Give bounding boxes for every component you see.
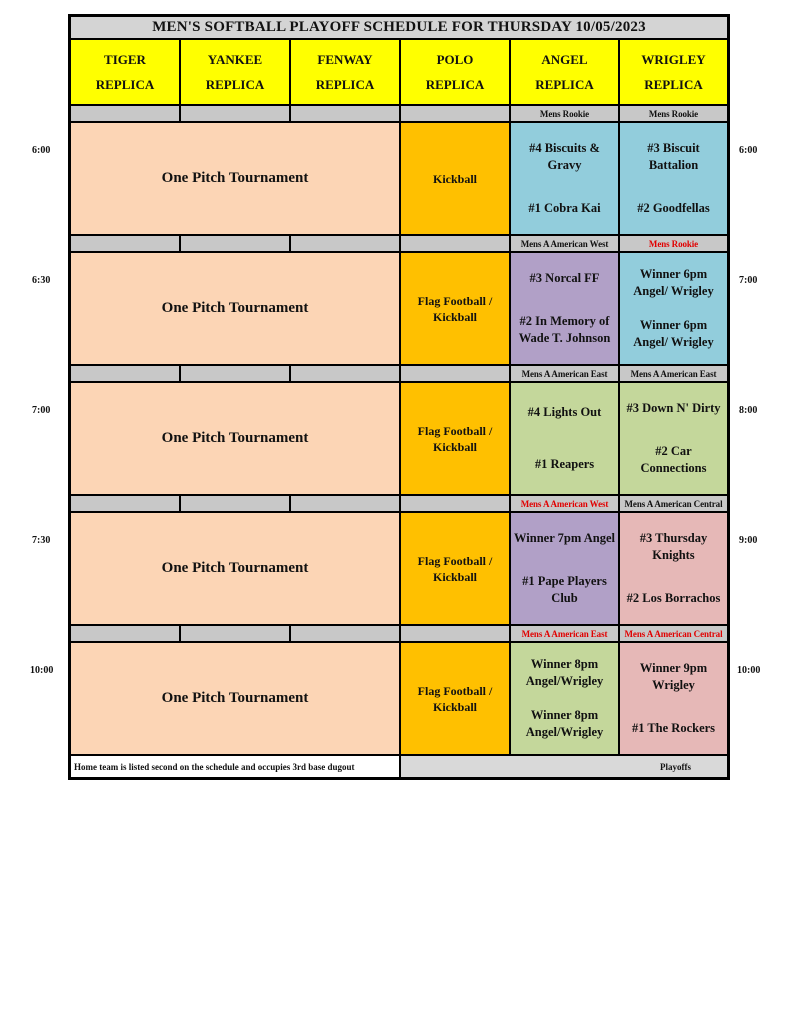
field-sub: REPLICA [425, 77, 485, 92]
home-team: #2 In Memory of Wade T. Johnson [518, 314, 611, 345]
separator-cell [70, 105, 180, 122]
field-sub: REPLICA [644, 77, 703, 92]
schedule-table [68, 14, 730, 780]
field-sub: REPLICA [205, 77, 265, 92]
left-time-label: 6:00 [32, 145, 51, 156]
division-label-wrigley: Mens A American Central [619, 495, 728, 512]
right-time-label: 7:00 [739, 275, 758, 286]
division-label-angel: Mens A American West [510, 235, 619, 252]
game-angel [510, 512, 619, 625]
away-team: #3 Down N' Dirty [626, 401, 721, 415]
separator-cell [70, 235, 180, 252]
field-header-polo [400, 39, 510, 105]
polo-event [400, 382, 510, 495]
division-label-wrigley: Mens A American Central [619, 625, 728, 642]
home-team: #1 Reapers [534, 456, 595, 471]
left-time-label: 7:00 [32, 405, 51, 416]
field-sub: REPLICA [535, 77, 594, 92]
home-team: #2 Car Connections [640, 444, 707, 475]
away-team: #4 Lights Out [527, 405, 602, 420]
field-name: FENWAY [317, 52, 373, 67]
field-name: YANKEE [207, 52, 263, 67]
game-wrigley [619, 512, 728, 625]
polo-event [400, 512, 510, 625]
away-team: Winner 9pm Wrigley [639, 661, 708, 692]
right-time-label: 10:00 [737, 665, 761, 676]
separator-cell [180, 625, 290, 642]
field-header-yankee [180, 39, 290, 105]
separator-cell [70, 365, 180, 382]
field-name: ANGEL [541, 52, 588, 67]
left-time-label: 6:30 [32, 275, 51, 286]
polo-event-line: Kickball [432, 171, 477, 186]
schedule-title: MEN'S SOFTBALL PLAYOFF SCHEDULE FOR THURSDAY 10/05/2023 [70, 16, 728, 39]
polo-event-line: Kickball [432, 699, 477, 714]
separator-cell [290, 105, 400, 122]
field-header-wrigley [619, 39, 728, 105]
polo-event [400, 122, 510, 235]
field-sub: REPLICA [315, 77, 375, 92]
separator-cell [180, 495, 290, 512]
division-label-angel: Mens Rookie [510, 105, 619, 122]
away-team: #3 Thursday Knights [639, 531, 708, 562]
separator-cell [290, 495, 400, 512]
game-angel [510, 382, 619, 495]
away-team: #3 Norcal FF [529, 271, 600, 285]
right-time-label: 9:00 [739, 535, 758, 546]
separator-cell [70, 495, 180, 512]
separator-cell [290, 365, 400, 382]
division-label-wrigley: Mens Rookie [619, 235, 728, 252]
polo-event [400, 642, 510, 755]
right-time-label: 6:00 [739, 145, 758, 156]
field-header-tiger [70, 39, 180, 105]
one-pitch-block: One Pitch Tournament [70, 642, 400, 755]
left-time-label: 10:00 [30, 665, 54, 676]
separator-cell [400, 235, 510, 252]
one-pitch-block: One Pitch Tournament [70, 382, 400, 495]
division-label-wrigley: Mens Rookie [619, 105, 728, 122]
polo-event [400, 252, 510, 365]
polo-event-line: Flag Football / [417, 423, 493, 438]
separator-cell [290, 235, 400, 252]
polo-event-line: Kickball [432, 439, 477, 454]
game-wrigley [619, 252, 728, 365]
separator-cell [70, 625, 180, 642]
field-name: POLO [436, 52, 474, 67]
one-pitch-block: One Pitch Tournament [70, 122, 400, 235]
game-wrigley [619, 382, 728, 495]
separator-cell [290, 625, 400, 642]
field-name: WRIGLEY [641, 52, 706, 67]
footer-note: Home team is listed second on the schedule and occupies 3rd base dugout [70, 755, 400, 778]
away-team: #3 Biscuit Battalion [647, 141, 700, 172]
division-label-angel: Mens A American East [510, 365, 619, 382]
separator-cell [180, 105, 290, 122]
away-team: #4 Biscuits & Gravy [529, 141, 600, 172]
separator-cell [400, 365, 510, 382]
polo-event-line: Kickball [432, 309, 477, 324]
field-header-angel [510, 39, 619, 105]
polo-event-line: Flag Football / [417, 683, 493, 698]
one-pitch-block: One Pitch Tournament [70, 512, 400, 625]
separator-cell [180, 235, 290, 252]
game-angel [510, 252, 619, 365]
separator-cell [400, 105, 510, 122]
polo-event-line: Flag Football / [417, 293, 493, 308]
home-team: #1 The Rockers [631, 721, 716, 735]
footer-playoffs: Playoffs [400, 755, 728, 778]
left-time-label: 7:30 [32, 535, 51, 546]
game-angel [510, 122, 619, 235]
home-team: #1 Cobra Kai [528, 201, 601, 215]
polo-event-line: Kickball [432, 569, 477, 584]
home-team: Winner 8pm Angel/Wrigley [525, 708, 604, 740]
separator-cell [400, 625, 510, 642]
game-wrigley [619, 122, 728, 235]
separator-cell [180, 365, 290, 382]
away-team: Winner 6pm Angel/ Wrigley [633, 266, 714, 298]
one-pitch-block: One Pitch Tournament [70, 252, 400, 365]
division-label-wrigley: Mens A American East [619, 365, 728, 382]
right-time-label: 8:00 [739, 405, 758, 416]
field-header-fenway [290, 39, 400, 105]
home-team: #1 Pape Players Club [522, 574, 607, 605]
field-sub: REPLICA [95, 77, 155, 92]
home-team: Winner 6pm Angel/ Wrigley [633, 318, 714, 350]
away-team: Winner 8pm Angel/Wrigley [525, 656, 604, 688]
game-angel [510, 642, 619, 755]
away-team: Winner 7pm Angel [514, 531, 615, 545]
field-name: TIGER [104, 52, 146, 67]
game-wrigley [619, 642, 728, 755]
division-label-angel: Mens A American East [510, 625, 619, 642]
home-team: #2 Los Borrachos [626, 591, 721, 605]
separator-cell [400, 495, 510, 512]
polo-event-line: Flag Football / [417, 553, 493, 568]
division-label-angel: Mens A American West [510, 495, 619, 512]
home-team: #2 Goodfellas [637, 201, 710, 215]
